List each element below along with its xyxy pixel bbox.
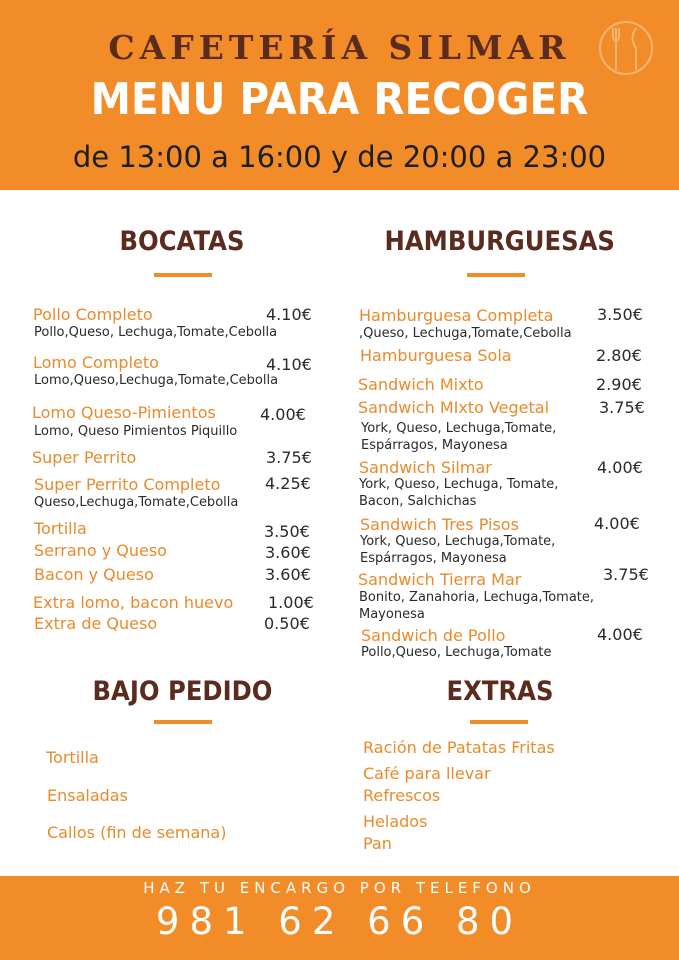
extras-underline	[470, 720, 528, 724]
bajo-pedido-title: BAJO PEDIDO	[92, 676, 273, 707]
menu-item-price: 4.00€	[597, 458, 643, 477]
menu-item-name: Tortilla	[34, 519, 87, 538]
menu-item-price: 4.00€	[260, 405, 306, 424]
menu-item-price: 2.90€	[596, 375, 642, 394]
list-item: Ración de Patatas Fritas	[363, 738, 555, 757]
menu-item-name: Bacon y Queso	[34, 565, 154, 584]
menu-item-desc: ,Queso, Lechuga,Tomate,Cebolla	[359, 326, 572, 341]
cafe-name: CAFETERÍA SILMAR	[108, 28, 571, 67]
menu-item-desc: Bonito, Zanahoria, Lechuga,Tomate,	[359, 590, 595, 605]
hamburguesas-title: HAMBURGUESAS	[384, 226, 615, 257]
menu-title: MENU PARA RECOGER	[90, 74, 589, 125]
order-by-phone-text: HAZ TU ENCARGO POR TELEFONO	[143, 879, 536, 897]
menu-item-desc: York, Queso, Lechuga, Tomate,	[359, 477, 559, 492]
menu-item-name: Super Perrito Completo	[34, 475, 221, 494]
menu-item-desc: Queso,Lechuga,Tomate,Cebolla	[34, 495, 239, 510]
list-item: Pan	[363, 834, 392, 853]
menu-item-price: 2.80€	[596, 346, 642, 365]
opening-hours: de 13:00 a 16:00 y de 20:00 a 23:00	[72, 140, 607, 174]
menu-item-price: 4.00€	[597, 625, 643, 644]
list-item: Café para llevar	[363, 764, 491, 783]
menu-item-name: Sandwich Tierra Mar	[358, 570, 522, 589]
list-item: Refrescos	[363, 786, 441, 805]
phone-number: 981 62 66 80	[155, 900, 524, 943]
menu-item-name: Hamburguesa Sola	[360, 346, 512, 365]
menu-item-price: 4.10€	[266, 355, 312, 374]
menu-item-name: Pollo Completo	[33, 305, 153, 324]
list-item: Helados	[363, 812, 428, 831]
bajo-pedido-underline	[154, 720, 212, 724]
hamburguesas-underline	[467, 273, 525, 277]
extras-title: EXTRAS	[446, 676, 554, 707]
menu-item-desc: Mayonesa	[359, 607, 425, 622]
menu-item-desc: Lomo, Queso Pimientos Piquillo	[34, 424, 238, 439]
menu-item-price: 3.60€	[265, 565, 311, 584]
menu-item-price: 1.00€	[268, 593, 314, 612]
menu-item-name: Sandwich MIxto Vegetal	[358, 398, 550, 417]
menu-item-price: 3.75€	[603, 565, 649, 584]
menu-item-name: Lomo Completo	[33, 353, 159, 372]
list-item: Callos (fin de semana)	[47, 823, 227, 842]
menu-item-desc: Pollo,Queso, Lechuga,Tomate	[361, 645, 552, 660]
menu-item-name: Extra de Queso	[34, 614, 158, 633]
menu-item-desc: Lomo,Queso,Lechuga,Tomate,Cebolla	[34, 373, 279, 388]
list-item: Tortilla	[46, 748, 99, 767]
bocatas-title: BOCATAS	[119, 226, 245, 257]
menu-item-name: Super Perrito	[32, 448, 137, 467]
menu-item-name: Sandwich de Pollo	[361, 626, 506, 645]
menu-item-price: 4.00€	[594, 514, 640, 533]
menu-item-price: 0.50€	[264, 614, 310, 633]
menu-item-desc: Espárragos, Mayonesa	[360, 551, 507, 566]
menu-item-price: 4.25€	[265, 474, 311, 493]
menu-item-name: Lomo Queso-Pimientos	[32, 403, 216, 422]
menu-item-desc: Espárragos, Mayonesa	[361, 438, 508, 453]
list-item: Ensaladas	[47, 786, 128, 805]
menu-item-price: 3.75€	[599, 398, 645, 417]
menu-item-name: Extra lomo, bacon huevo	[33, 593, 234, 612]
menu-item-desc: Pollo,Queso, Lechuga,Tomate,Cebolla	[34, 325, 278, 340]
menu-item-name: Serrano y Queso	[34, 541, 167, 560]
menu-item-price: 3.50€	[597, 305, 643, 324]
menu-item-price: 3.50€	[264, 522, 310, 541]
menu-item-name: Sandwich Silmar	[359, 458, 492, 477]
menu-item-price: 3.75€	[266, 448, 312, 467]
menu-item-price: 4.10€	[266, 305, 312, 324]
bocatas-underline	[154, 273, 212, 277]
menu-item-name: Hamburguesa Completa	[359, 306, 554, 325]
menu-item-desc: Bacon, Salchichas	[359, 494, 477, 509]
menu-item-name: Sandwich Tres Pisos	[360, 515, 519, 534]
menu-item-price: 3.60€	[265, 543, 311, 562]
menu-item-desc: York, Queso, Lechuga,Tomate,	[360, 534, 556, 549]
menu-item-desc: York, Queso, Lechuga,Tomate,	[361, 421, 557, 436]
menu-item-name: Sandwich Mixto	[358, 375, 484, 394]
